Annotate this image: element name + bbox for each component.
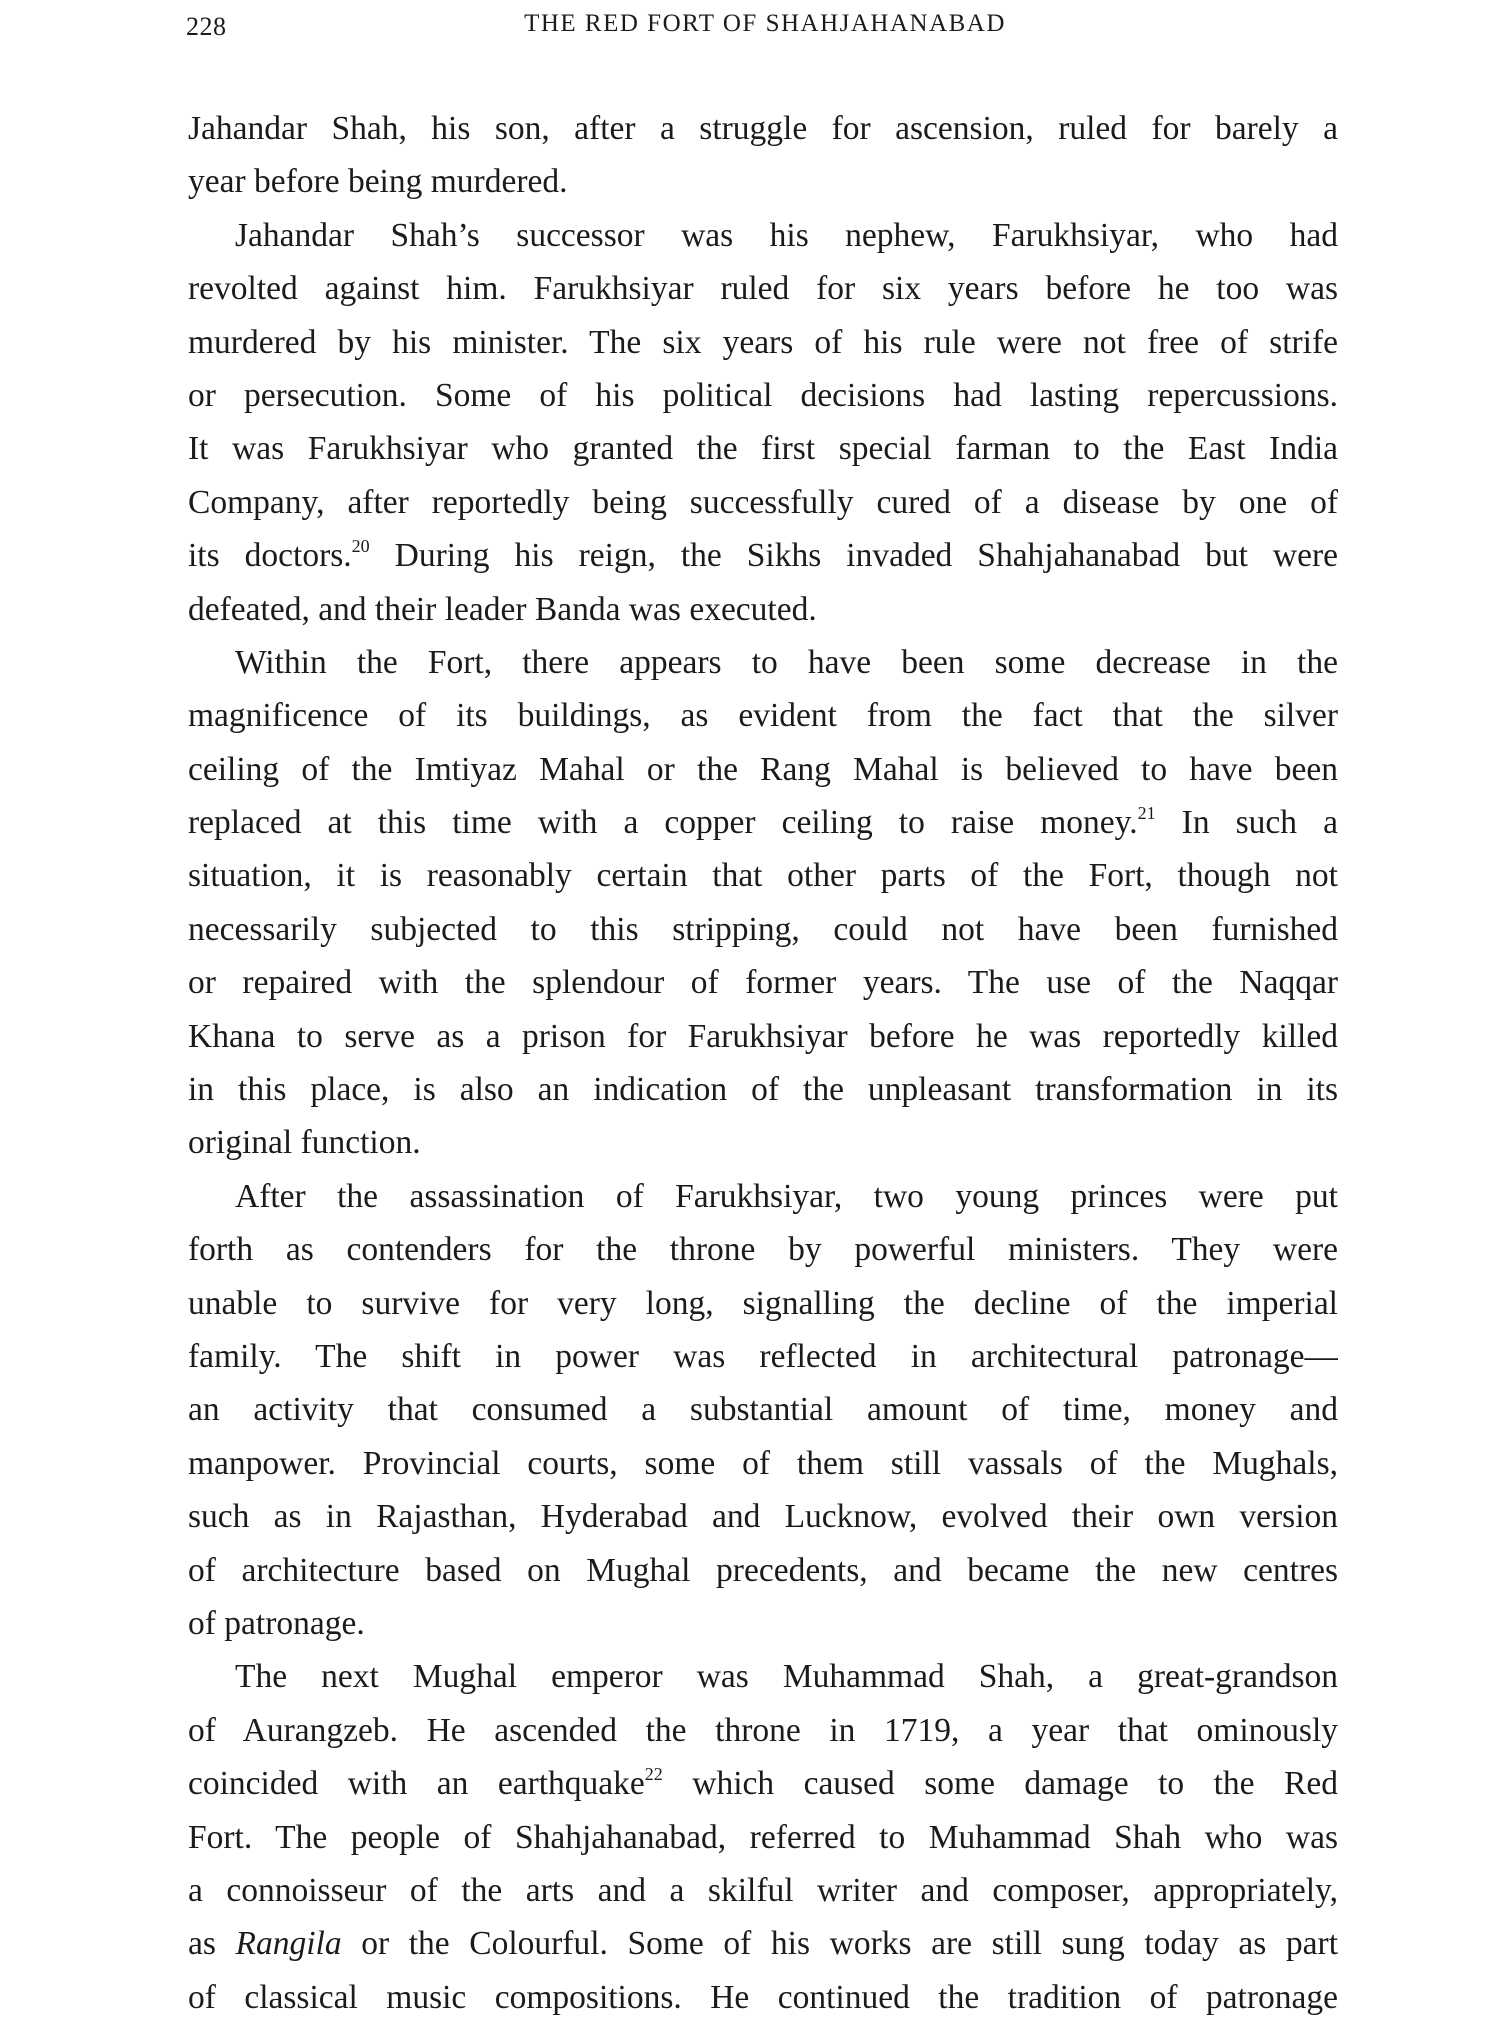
page-number: 228 <box>186 12 227 41</box>
italic-term: Rangila <box>235 1925 342 1963</box>
text-line: revolted against him. Farukhsiyar ruled for six years before he too was <box>188 270 1338 308</box>
footnote-reference: 20 <box>351 536 370 557</box>
text-segment: as <box>188 1925 236 1963</box>
text-line: of classical music compositions. He continued the tradition of patronage <box>188 1978 1338 2016</box>
text-line: year before being murdered. <box>188 163 568 201</box>
text-line: Khana to serve as a prison for Farukhsiyar before he was reportedly killed <box>188 1017 1338 1055</box>
body-text <box>188 102 1338 2024</box>
text-line: Company, after reportedly being successfully cured of a disease by one of <box>188 483 1338 521</box>
footnote-reference: 21 <box>1137 803 1156 824</box>
running-title: THE RED FORT OF SHAHJAHANABAD <box>524 10 1006 37</box>
text-line: ceiling of the Imtiyaz Mahal or the Rang Mahal is believed to have been <box>188 750 1338 788</box>
text-line: unable to survive for very long, signalling the decline of the imperial <box>188 1284 1338 1322</box>
paragraph-first-line: Jahandar Shah’s successor was his nephew, Farukhsiyar, who had <box>235 216 1338 254</box>
text-segment: which caused some damage to the Red <box>662 1765 1338 1803</box>
footnote-reference: 22 <box>644 1764 663 1785</box>
text-line: Jahandar Shah, his son, after a struggle for ascension, ruled for barely a <box>188 110 1338 147</box>
text-line: or repaired with the splendour of former years. The use of the Naqqar <box>188 964 1338 1002</box>
text-line: of architecture based on Mughal precedents, and became the new centres <box>188 1551 1338 1589</box>
text-line: It was Farukhsiyar who granted the first special farman to the East India <box>188 430 1338 468</box>
text-line <box>188 529 1338 582</box>
text-line: family. The shift in power was reflected in architectural patronage— <box>188 1337 1338 1375</box>
text-line: original function. <box>188 1124 421 1162</box>
text-line: such as in Rajasthan, Hyderabad and Lucknow, evolved their own version <box>188 1498 1338 1536</box>
text-line: situation, it is reasonably certain that other parts of the Fort, though not <box>188 857 1338 895</box>
text-segment: In such a <box>1155 804 1338 842</box>
text-line: of patronage. <box>188 1604 365 1642</box>
text-segment: During his reign, the Sikhs invaded Shahjahanabad but were <box>369 537 1338 575</box>
text-line <box>188 1917 1338 1970</box>
text-line: an activity that consumed a substantial amount of time, money and <box>188 1391 1338 1429</box>
text-segment: or the Colourful. Some of his works are still sung today as part <box>341 1925 1338 1963</box>
text-line: in this place, is also an indication of the unpleasant transformation in its <box>188 1071 1338 1109</box>
text-line: a connoisseur of the arts and a skilful writer and composer, appropriately, <box>188 1871 1338 1909</box>
text-segment: replaced at this time with a copper ceiling to raise money. <box>188 804 1138 842</box>
text-segment: its doctors. <box>188 537 352 575</box>
text-line: necessarily subjected to this stripping, could not have been furnished <box>188 910 1338 948</box>
text-line: manpower. Provincial courts, some of them still vassals of the Mughals, <box>188 1444 1338 1482</box>
text-line: forth as contenders for the throne by powerful ministers. They were <box>188 1231 1338 1269</box>
text-line <box>188 796 1338 849</box>
text-line: murdered by his minister. The six years of his rule were not free of strife <box>188 323 1338 361</box>
text-segment: coincided with an earthquake <box>188 1765 645 1803</box>
text-line: magnificence of its buildings, as evident from the fact that the silver <box>188 697 1338 735</box>
text-line: or persecution. Some of his political decisions had lasting repercussions. <box>188 376 1338 414</box>
text-line <box>188 1757 1338 1810</box>
paragraph-first-line: After the assassination of Farukhsiyar, two young princes were put <box>235 1177 1338 1215</box>
text-line: of Aurangzeb. He ascended the throne in 1719, a year that ominously <box>188 1711 1338 1749</box>
text-line: Fort. The people of Shahjahanabad, referred to Muhammad Shah who was <box>188 1818 1338 1856</box>
paragraph-first-line: The next Mughal emperor was Muhammad Shah, a great-grandson <box>235 1658 1338 1696</box>
paragraph-first-line: Within the Fort, there appears to have been some decrease in the <box>235 643 1338 681</box>
text-line: defeated, and their leader Banda was executed. <box>188 590 817 628</box>
